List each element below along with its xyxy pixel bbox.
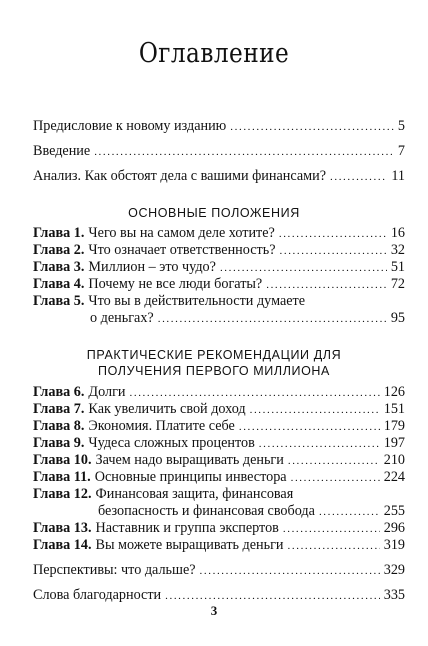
toc-entry-chapter-10: Глава 10. Зачем надо выращивать деньги ..... 210 — [33, 451, 405, 469]
toc-entry-chapter-12-cont: безопасность и финансовая свобода ..... 255 — [98, 502, 405, 520]
section-heading-basics: ОСНОВНЫЕ ПОЛОЖЕНИЯ — [128, 206, 300, 220]
toc-entry-chapter-5: Глава 5. Что вы в действительности думаете — [33, 293, 306, 309]
toc-entry-chapter-13: Глава 13. Наставник и группа экспертов ..... 296 — [33, 519, 405, 537]
toc-entry-chapter-12: Глава 12. Финансовая защита, финансовая — [33, 486, 294, 502]
section-heading-practical-line2: ПОЛУЧЕНИЯ ПЕРВОГО МИЛЛИОНА — [98, 364, 330, 378]
section-heading-practical-line1: ПРАКТИЧЕСКИЕ РЕКОМЕНДАЦИИ ДЛЯ — [86, 348, 342, 362]
toc-entry-chapter-9: Глава 9. Чудеса сложных процентов ..... 197 — [33, 434, 405, 452]
page-number: 3 — [210, 603, 218, 618]
toc-entry-chapter-3: Глава 3. Миллион – это чудо? ..... 51 — [33, 258, 405, 276]
toc-entry-acknowledgements: Слова благодарности ..... 335 — [33, 586, 405, 604]
toc-entry-chapter-7: Глава 7. Как увеличить свой доход ..... 151 — [33, 400, 405, 418]
toc-entry-chapter-8: Глава 8. Экономия. Платите себе ..... 179 — [33, 417, 405, 435]
toc-entry-analysis: Анализ. Как обстоят дела с вашими финансами? ..... 11 — [33, 167, 405, 185]
toc-entry-chapter-2: Глава 2. Что означает ответственность? ..... 32 — [33, 241, 405, 259]
toc-entry-introduction: Введение ..... 7 — [33, 142, 405, 160]
page-title: Оглавление — [138, 38, 290, 69]
toc-entry-chapter-14: Глава 14. Вы можете выращивать деньги ..... 319 — [33, 536, 405, 554]
toc-entry-chapter-6: Глава 6. Долги ..... 126 — [33, 383, 405, 401]
toc-entry-perspectives: Перспективы: что дальше? ..... 329 — [33, 561, 405, 579]
toc-entry-chapter-4: Глава 4. Почему не все люди богаты? ..... 72 — [33, 275, 405, 293]
toc-entry-chapter-1: Глава 1. Чего вы на самом деле хотите? ..... 16 — [33, 224, 405, 242]
toc-entry-preface: Предисловие к новому изданию ..... 5 — [33, 117, 405, 135]
toc-entry-chapter-5-cont: о деньгах? ..... 95 — [90, 309, 405, 327]
toc-entry-chapter-11: Глава 11. Основные принципы инвестора ..... 224 — [33, 468, 405, 486]
